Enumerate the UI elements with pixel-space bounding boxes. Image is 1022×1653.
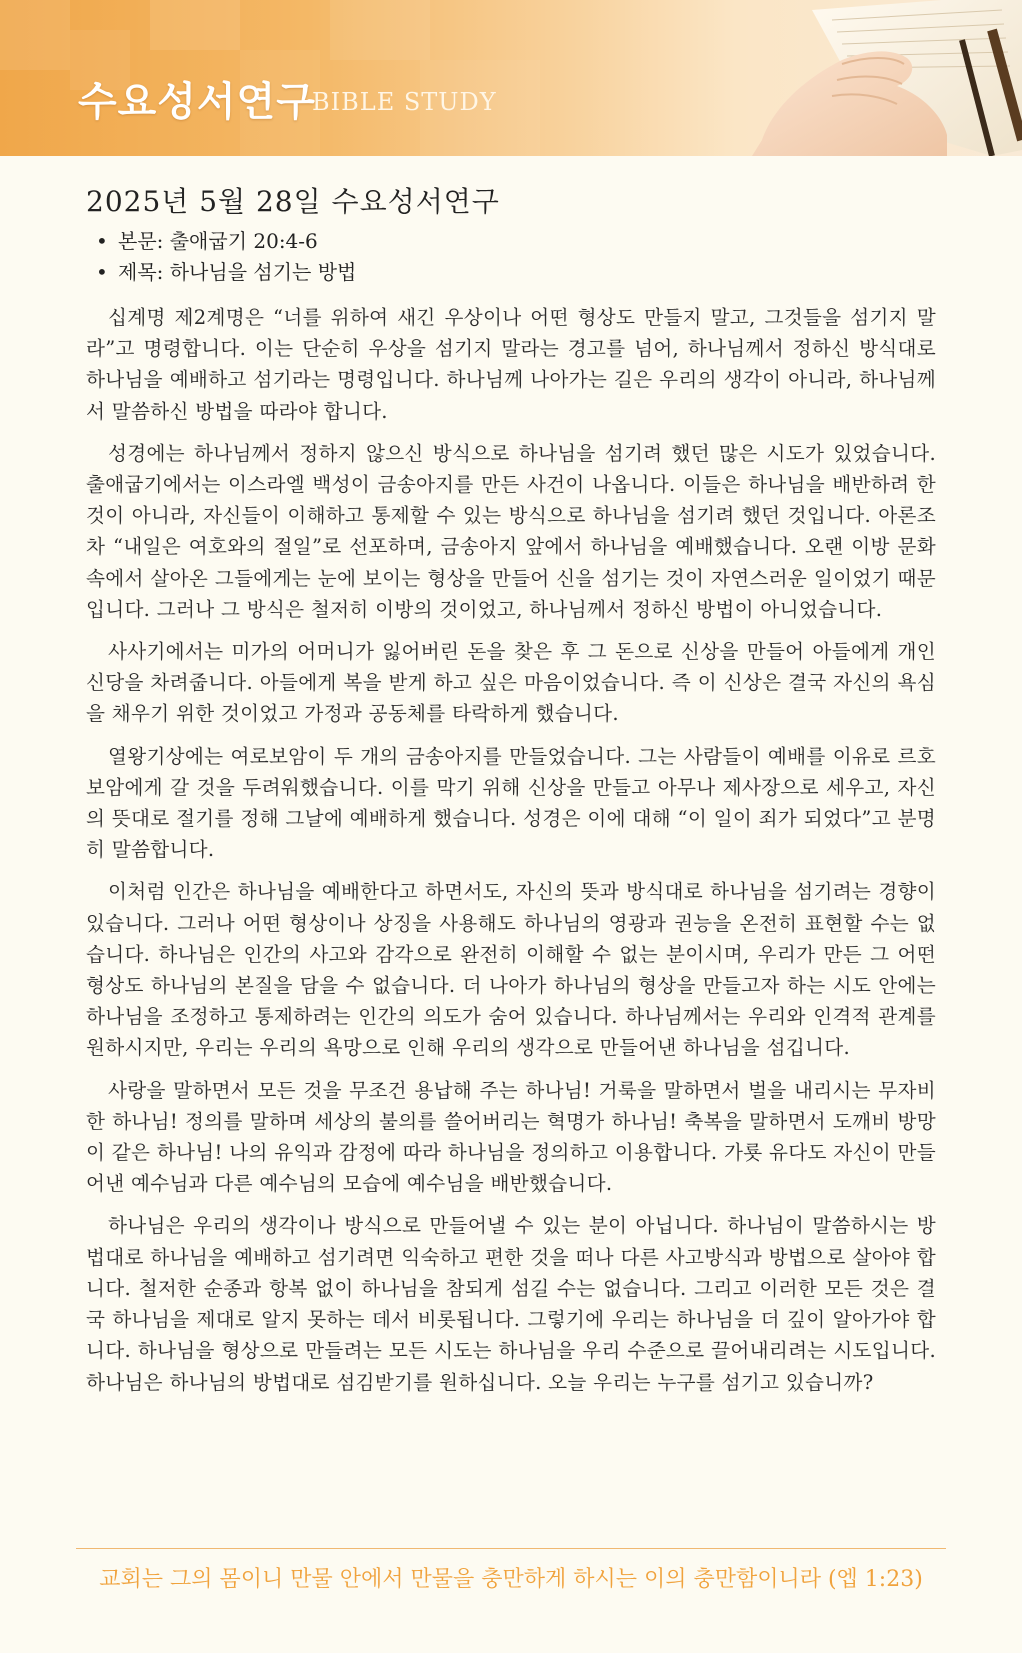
footer-divider: [76, 1548, 946, 1549]
body-paragraph: 사사기에서는 미가의 어머니가 잃어버린 돈을 찾은 후 그 돈으로 신상을 만들어 아들에게 개인 신당을 차려줍니다. 아들에게 복을 받게 하고 싶은 마음이었습니다. 즉 이 신상은 결국 자신의 욕심을 채우기 위한 것이었고 가정과 공동체를 타락하게 했습니다.: [86, 640, 936, 726]
body-paragraph: 열왕기상에는 여로보암이 두 개의 금송아지를 만들었습니다. 그는 사람들이 예배를 이유로 르호보암에게 갈 것을 두려워했습니다. 이를 막기 위해 신상을 만들고 아무나 제사장으로 세우고, 자신의 뜻대로 절기를 정해 그날에 예배하게 했습니다. 성경은 이에 대해 “이 일이 죄가 되었다”고 분명히 말씀합니다.: [86, 744, 936, 862]
meta-topic-text: 제목: 하나님을 섬기는 방법: [118, 260, 357, 284]
header-title: 수요성서연구: [78, 79, 316, 125]
meta-scripture: • 본문: 출애굽기 20:4-6: [96, 229, 318, 253]
header-decor: [330, 0, 430, 60]
page-header: [0, 0, 1022, 156]
body-paragraph: 십계명 제2계명은 “너를 위하여 새긴 우상이나 어떤 형상도 만들지 말고, 그것들을 섬기지 말라”고 명령합니다. 이는 단순히 우상을 섬기지 말라는 경고를 넘어, 하나님께서 정하신 방식대로 하나님을 예배하고 섬기라는 명령입니다. 하나님께 나아가는 길은 우리의 생각이 아니라, 하나님께서 말씀하신 방법을 따라야 합니다.: [86, 306, 936, 423]
body-paragraph: 하나님은 우리의 생각이나 방식으로 만들어낼 수 있는 분이 아닙니다. 하나님이 말씀하시는 방법대로 하나님을 예배하고 섬기려면 익숙하고 편한 것을 떠나 다른 사고방식과 방법으로 살아야 합니다. 철저한 순종과 항복 없이 하나님을 참되게 섬길 수는 없습니다. 그리고 이러한 모든 것은 결국 하나님을 제대로 알지 못하는 데서 비롯됩니다. 그렇기에 우리는 하나님을 더 깊이 알아가야 합니다. 하나님을 형상으로 만들려는 모든 시도는 하나님을 우리 수준으로 끌어내리려는 시도입니다. 하나님은 하나님의 방법대로 섬김받기를 원하십니다. 오늘 우리는 누구를 섬기고 있습니까?: [86, 1214, 936, 1394]
body-paragraph: 성경에는 하나님께서 정하지 않으신 방식으로 하나님을 섬기려 했던 많은 시도가 있었습니다. 출애굽기에서는 이스라엘 백성이 금송아지를 만든 사건이 나옵니다. 이들은 하나님을 배반하려 한 것이 아니라, 자신들이 이해하고 통제할 수 있는 방식으로 하나님을 섬기려 했던 것입니다. 아론조차 “내일은 여호와의 절일”로 선포하며, 금송아지 앞에서 하나님을 예배했습니다. 오랜 이방 문화 속에서 살아온 그들에게는 눈에 보이는 형상을 만들어 신을 섬기는 것이 자연스러운 일이었기 때문입니다. 그러나 그 방식은 철저히 이방의 것이었고, 하나님께서 정하신 방법이 아니었습니다.: [86, 441, 936, 621]
footer-verse: 교회는 그의 몸이니 만물 안에서 만물을 충만하게 하시는 이의 충만함이니라 (엡 1:23): [99, 1567, 923, 1592]
body-paragraph: 이처럼 인간은 하나님을 예배한다고 하면서도, 자신의 뜻과 방식대로 하나님을 섬기려는 경향이 있습니다. 그러나 어떤 형상이나 상징을 사용해도 하나님의 영광과 권능을 온전히 표현할 수는 없습니다. 하나님은 인간의 사고와 감각으로 완전히 이해할 수 없는 분이시며, 우리가 만든 그 어떤 형상도 하나님의 본질을 담을 수 없습니다. 더 나아가 하나님의 형상을 만들고자 하는 시도 안에는 하나님을 조정하고 통제하려는 인간의 의도가 숨어 있습니다. 하나님께서는 우리와 인격적 관계를 원하시지만, 우리는 우리의 욕망으로 인해 우리의 생각으로 만들어낸 하나님을 섬깁니다.: [86, 880, 936, 1060]
document-body: [86, 302, 936, 1409]
meta-topic: • 제목: 하나님을 섬기는 방법: [96, 260, 357, 284]
header-decor: [150, 0, 240, 50]
document-meta-list: [96, 226, 356, 288]
body-paragraph: 사랑을 말하면서 모든 것을 무조건 용납해 주는 하나님! 거룩을 말하면서 벌을 내리시는 무자비한 하나님! 정의를 말하며 세상의 불의를 쓸어버리는 혁명가 하나님! 축복을 말하면서 도깨비 방망이 같은 하나님! 나의 유익과 감정에 따라 하나님을 정의하고 이용합니다. 가룟 유다도 자신이 만들어낸 예수님과 다른 예수님의 모습에 예수님을 배반했습니다.: [86, 1078, 936, 1196]
meta-scripture-text: 본문: 출애굽기 20:4-6: [118, 229, 318, 253]
open-bible-hands-icon: [692, 0, 1022, 156]
header-decor: [0, 0, 70, 70]
document-title: 2025년 5월 28일 수요성서연구: [86, 185, 500, 218]
header-subtitle: BIBLE STUDY: [312, 88, 497, 116]
